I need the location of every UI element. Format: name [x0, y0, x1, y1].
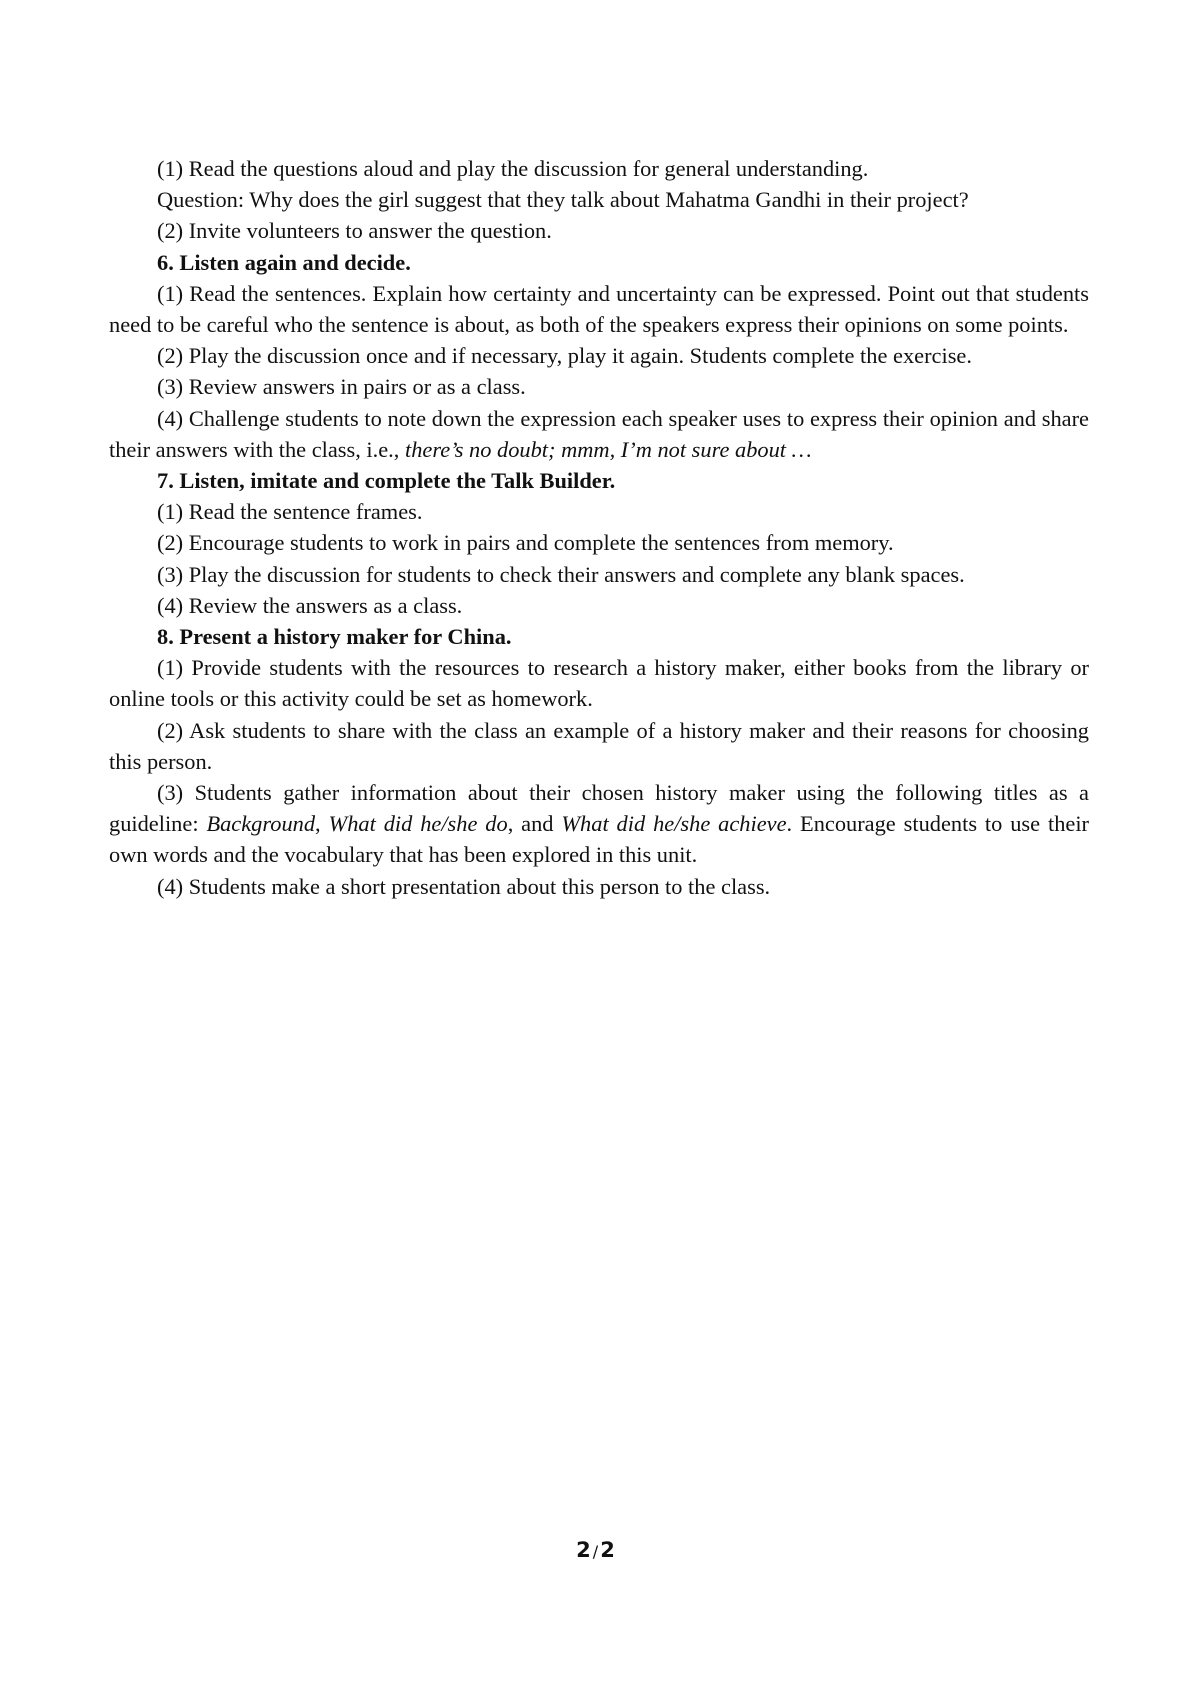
paragraph-text: . Encourage students to use their own words and the vocabulary that has been explored in this unit. — [109, 811, 1090, 868]
section-heading-8: 8. Present a history maker for China. — [157, 624, 512, 650]
italic-example: there’s no doubt; mmm, I’m not sure about … — [404, 436, 812, 462]
paragraph: (1) Read the sentence frames. — [157, 499, 423, 525]
italic-title: Background — [206, 811, 316, 837]
paragraph: (3) Play the discussion for students to check their answers and complete any blank spaces. — [157, 561, 965, 587]
page-number — [0, 1538, 1191, 1562]
paragraph-text: (4) Challenge students to note down the expression each speaker uses to express their opinion and share their answers with the class, i.e., — [109, 405, 1089, 462]
paragraph: (2) Play the discussion once and if necessary, play it again. Students complete the exercise. — [157, 343, 972, 369]
paragraph: Question: Why does the girl suggest that they talk about Mahatma Gandhi in their project? — [157, 187, 969, 213]
document-body — [109, 153, 1089, 902]
paragraph-text: (3) Students gather information about their chosen history maker using the following titles as a guideline: — [109, 780, 1089, 837]
paragraph: (2) Ask students to share with the class an example of a history maker and their reasons for choosing this person. — [109, 717, 1089, 774]
section-heading-7: 7. Listen, imitate and complete the Talk Builder. — [157, 468, 616, 494]
paragraph: (3) Review answers in pairs or as a class. — [157, 374, 526, 400]
paragraph: (2) Encourage students to work in pairs and complete the sentences from memory. — [157, 530, 894, 556]
paragraph: (1) Provide students with the resources to research a history maker, either books from the library or online tools or this activity could be set as homework. — [109, 655, 1089, 712]
paragraph: (4) Review the answers as a class. — [157, 592, 463, 618]
paragraph — [109, 777, 1089, 871]
paragraph: (1) Read the sentences. Explain how certainty and uncertainty can be expressed. Point out that students need to be careful who the sentence is about, as both of the speakers express their opinions on some points. — [109, 280, 1089, 338]
page-separator: / — [592, 1542, 599, 1561]
italic-title: What did he/she achieve — [561, 811, 787, 837]
paragraph: (1) Read the questions aloud and play the discussion for general understanding. — [157, 156, 869, 181]
paragraph: (2) Invite volunteers to answer the question. — [157, 218, 552, 244]
page-total: 2 — [600, 1538, 615, 1562]
paragraph-text: , — [315, 811, 329, 837]
paragraph: (4) Students make a short presentation about this person to the class. — [157, 873, 771, 899]
paragraph — [109, 403, 1089, 465]
section-heading-6: 6. Listen again and decide. — [157, 249, 411, 275]
paragraph-text: , and — [507, 811, 562, 837]
page-current: 2 — [576, 1538, 591, 1562]
italic-title: What did he/she do — [328, 811, 508, 837]
